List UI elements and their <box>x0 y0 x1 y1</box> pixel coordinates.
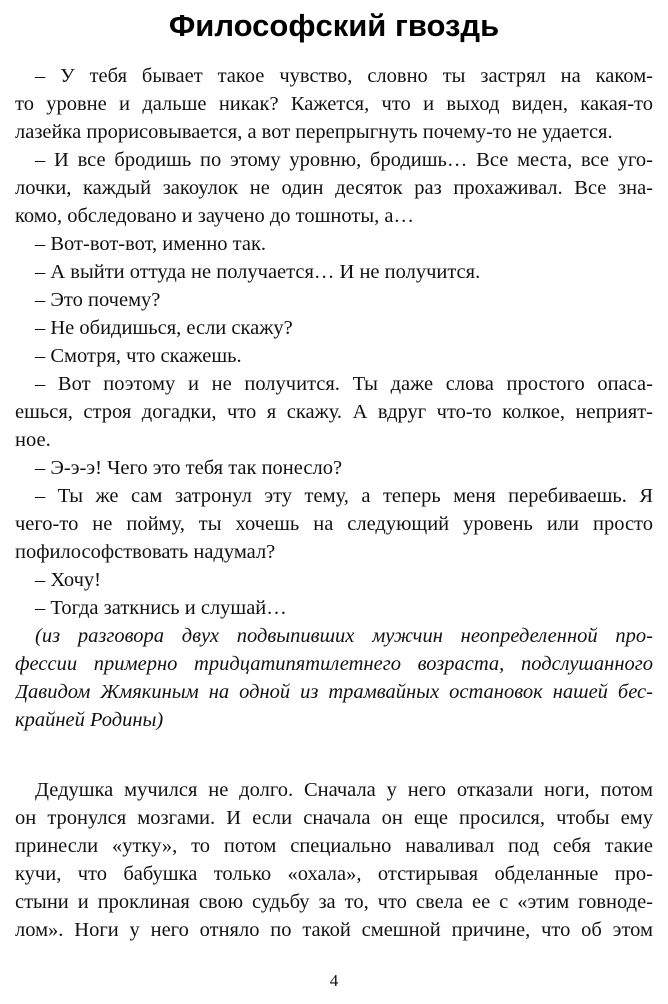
section-gap <box>15 734 653 776</box>
text-line: крайней Родины) <box>15 709 164 731</box>
text-line: – Это почему? <box>35 289 161 311</box>
text-line: (из разговора двух подвыпивших мужчин неопределенной про- <box>35 625 653 647</box>
text-line: Дедушка мучился не долго. Сначала у него отказали ноги, потом <box>35 779 653 801</box>
text-line: кучи, что бабушка только «охала», отстирывая обделанные про- <box>15 863 653 885</box>
text-line: лочки, каждый закоулок не один десяток раз прохаживал. Все зна- <box>15 177 653 199</box>
text-line: – А выйти оттуда не получается… И не получится. <box>35 261 481 283</box>
text-line: лом». Ноги у него отняло по такой смешной причине, что об этом <box>15 919 653 941</box>
page-number: 4 <box>329 971 339 990</box>
body-text <box>15 62 653 944</box>
narrative-section <box>15 776 653 944</box>
text-line: ное. <box>15 429 51 451</box>
text-line: Давидом Жмякиным на одной из трамвайных остановок нашей бес- <box>15 681 653 703</box>
text-line: фессии примерно тридцатипятилетнего возраста, подслушанного <box>15 653 653 675</box>
text-line: – У тебя бывает такое чувство, словно ты застрял на каком- <box>35 65 653 87</box>
text-line: – Хочу! <box>35 569 101 591</box>
text-line: – И все бродишь по этому уровню, бродишь… Все места, все уго- <box>35 149 653 171</box>
text-line: – Ты же сам затронул эту тему, а теперь меня перебиваешь. Я <box>35 485 653 507</box>
text-line: принесли «утку», то потом специально наваливал под себя такие <box>15 835 653 857</box>
dialogue-section <box>15 62 653 622</box>
text-line: комо, обследовано и заучено до тошноты, а… <box>15 205 414 227</box>
text-line: – Тогда заткнись и слушай… <box>35 597 287 619</box>
text-line: стыни и проклиная свою судьбу за то, что свела ее с «этим говноде- <box>15 891 653 913</box>
text-line: – Не обидишься, если скажу? <box>35 317 293 339</box>
text-line: – Э-э-э! Чего это тебя так понесло? <box>35 457 343 479</box>
chapter-title: Философский гвоздь <box>168 8 500 43</box>
text-line: лазейка прорисовывается, а вот перепрыгнуть почему-то не удается. <box>15 121 613 143</box>
text-line: – Смотря, что скажешь. <box>35 345 242 367</box>
text-line: он тронулся мозгами. И если сначала он еще просился, чтобы ему <box>15 807 653 829</box>
text-line: – Вот поэтому и не получится. Ты даже слова простого опаса- <box>35 373 653 395</box>
text-line: то уровне и дальше никак? Кажется, что и выход виден, какая-то <box>15 93 653 115</box>
source-note <box>15 622 653 734</box>
text-line: – Вот-вот-вот, именно так. <box>35 233 267 255</box>
text-line: пофилософствовать надумал? <box>15 541 276 563</box>
text-line: чего-то не пойму, ты хочешь на следующий уровень или просто <box>15 513 653 535</box>
text-line: ешься, строя догадки, что я скажу. А вдруг что-то колкое, неприят- <box>15 401 653 423</box>
